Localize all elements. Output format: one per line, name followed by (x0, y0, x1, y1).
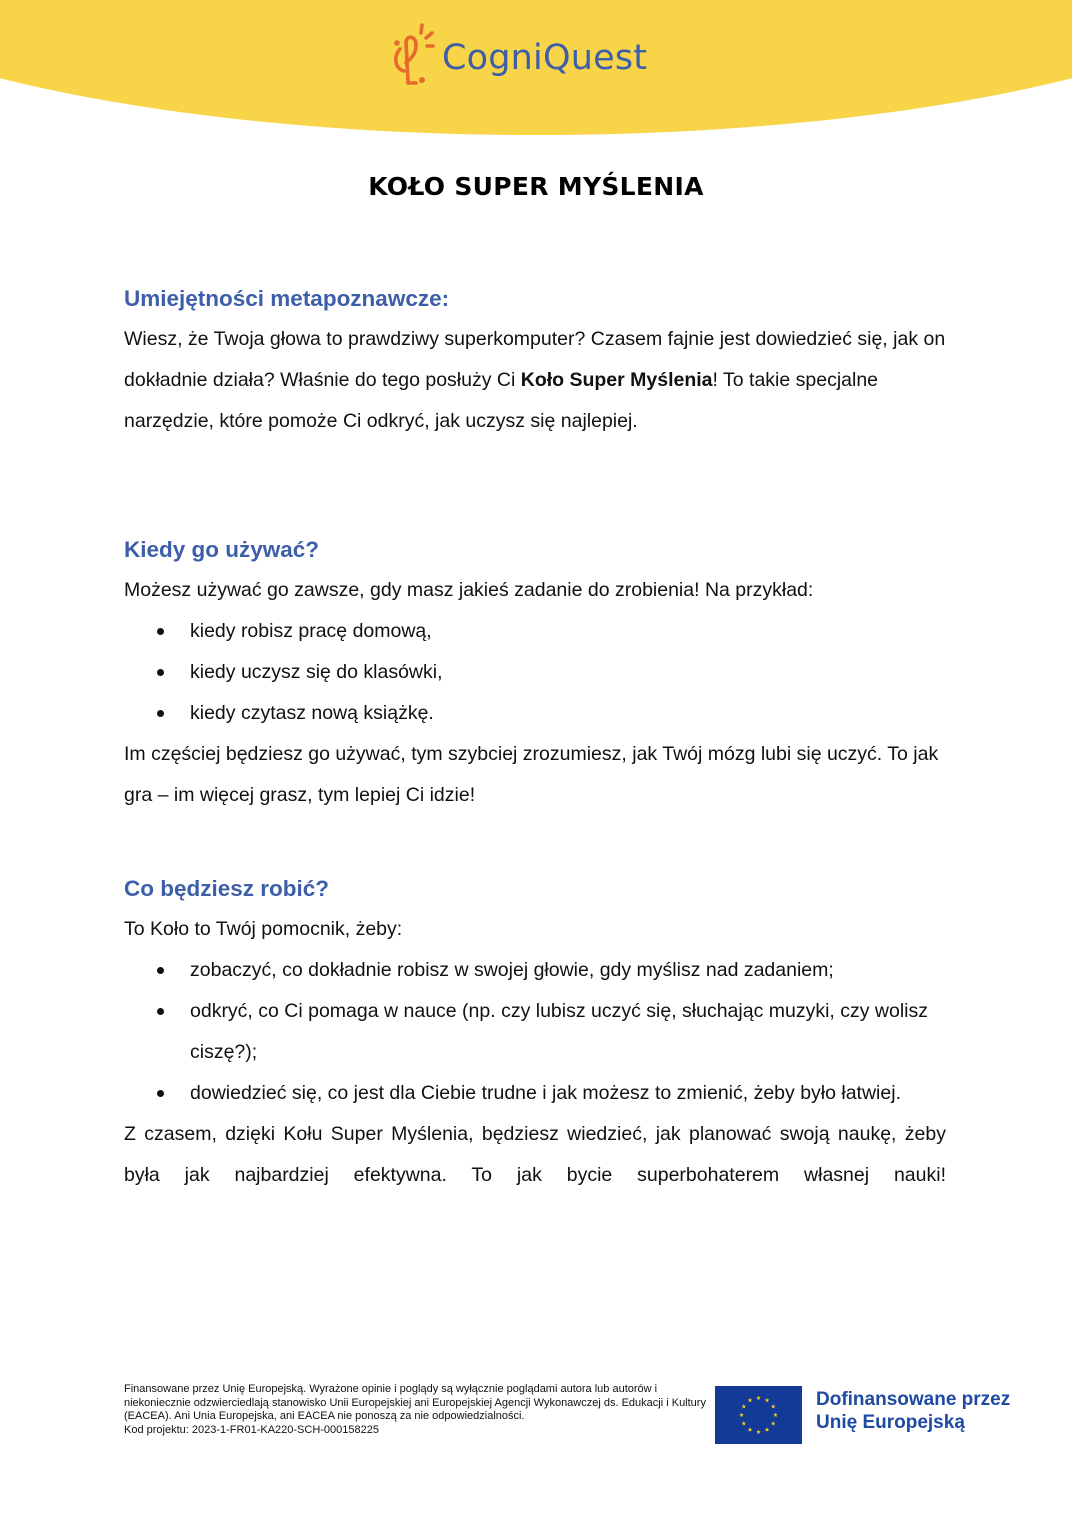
eu-label-line: Dofinansowane przez (816, 1389, 1011, 1410)
paragraph-bold-text: Koło Super Myślenia (520, 369, 713, 391)
list-item (124, 1073, 946, 1114)
list-item (124, 652, 946, 693)
section-paragraph (124, 319, 946, 442)
section-when-to-use (124, 529, 946, 816)
funding-disclaimer (124, 1383, 714, 1437)
list-item-text: kiedy robisz pracę domową, (190, 620, 432, 642)
section-heading: Co będziesz robić? (124, 876, 330, 901)
logo-dot (394, 40, 400, 46)
bullet-icon (157, 669, 164, 676)
brand-logo (388, 18, 647, 90)
list-item-text: zobaczyć, co dokładnie robisz w swojej głowie, gdy myślisz nad zadaniem; (190, 959, 834, 981)
list-item (124, 693, 946, 734)
list-item (124, 950, 946, 991)
page-title: KOŁO SUPER MYŚLENIA (368, 172, 704, 201)
paragraph-text: ! To takie specjalne narzędzie, które pomoże Ci odkryć, jak uczysz się najlepiej. (124, 369, 879, 432)
list-item-text: kiedy uczysz się do klasówki, (190, 661, 443, 683)
list-item (124, 991, 946, 1073)
bullet-icon (157, 628, 164, 635)
paragraph-text: Wiesz, że Twoja głowa to prawdziwy superkomputer? Czasem fajnie jest dowiedzieć się, jak on dokładnie działa? Właśnie do tego posłuży Ci (124, 328, 946, 391)
bullet-list (124, 611, 946, 734)
bullet-icon (157, 1090, 164, 1097)
list-item-text: odkryć, co Ci pomaga w nauce (np. czy lubisz uczyć się, słuchając muzyki, czy wolisz ciszę?); (190, 1000, 929, 1063)
section-intro: Możesz używać go zawsze, gdy masz jakieś zadanie do zrobienia! Na przykład: (124, 579, 814, 601)
section-what-you-will-do (124, 868, 946, 1196)
eu-flag-icon (715, 1386, 802, 1444)
bullet-icon (157, 967, 164, 974)
project-code: Kod projektu: 2023-1-FR01-KA220-SCH-000158225 (124, 1423, 379, 1436)
section-intro: To Koło to Twój pomocnik, żeby: (124, 918, 403, 940)
section-heading: Umiejętności metapoznawcze: (124, 286, 450, 311)
list-item-text: kiedy czytasz nową książkę. (190, 702, 434, 724)
bullet-list (124, 950, 946, 1114)
section-outro: Z czasem, dzięki Kołu Super Myślenia, będziesz wiedzieć, jak planować swoją naukę, żeby była jak najbardziej efektywna. To jak bycie superbohaterem własnej nauki! (124, 1123, 946, 1186)
logo-dot (419, 77, 425, 83)
eu-label-line: Unię Europejską (816, 1412, 965, 1433)
bullet-icon (157, 710, 164, 717)
section-metacognitive-skills (124, 278, 946, 442)
brand-name: CogniQuest (442, 38, 648, 78)
bullet-icon (157, 1008, 164, 1015)
eu-cofunded-label (816, 1388, 1010, 1434)
section-outro: Im częściej będziesz go używać, tym szybciej zrozumiesz, jak Twój mózg lubi się uczyć. To jak gra – im więcej grasz, tym lepiej Ci idzie! (124, 743, 939, 806)
disclaimer-text: Finansowane przez Unię Europejską. Wyrażone opinie i poglądy są wyłącznie poglądami autora lub autorów i niekoniecznie odzwierciedlają stanowisko Unii Europejskiej ani Europejskiej Agencji Wykonawczej ds. Edukacji i Kultury (EACEA). Ani Unia Europejska, ani EACEA nie ponoszą za nie odpowiedzialności. (124, 1383, 706, 1422)
list-item-text: dowiedzieć się, co jest dla Ciebie trudne i jak możesz to zmienić, żeby było łatwiej. (190, 1082, 901, 1104)
list-item (124, 611, 946, 652)
section-heading: Kiedy go używać? (124, 537, 320, 562)
lightbulb-person-icon (388, 19, 438, 89)
